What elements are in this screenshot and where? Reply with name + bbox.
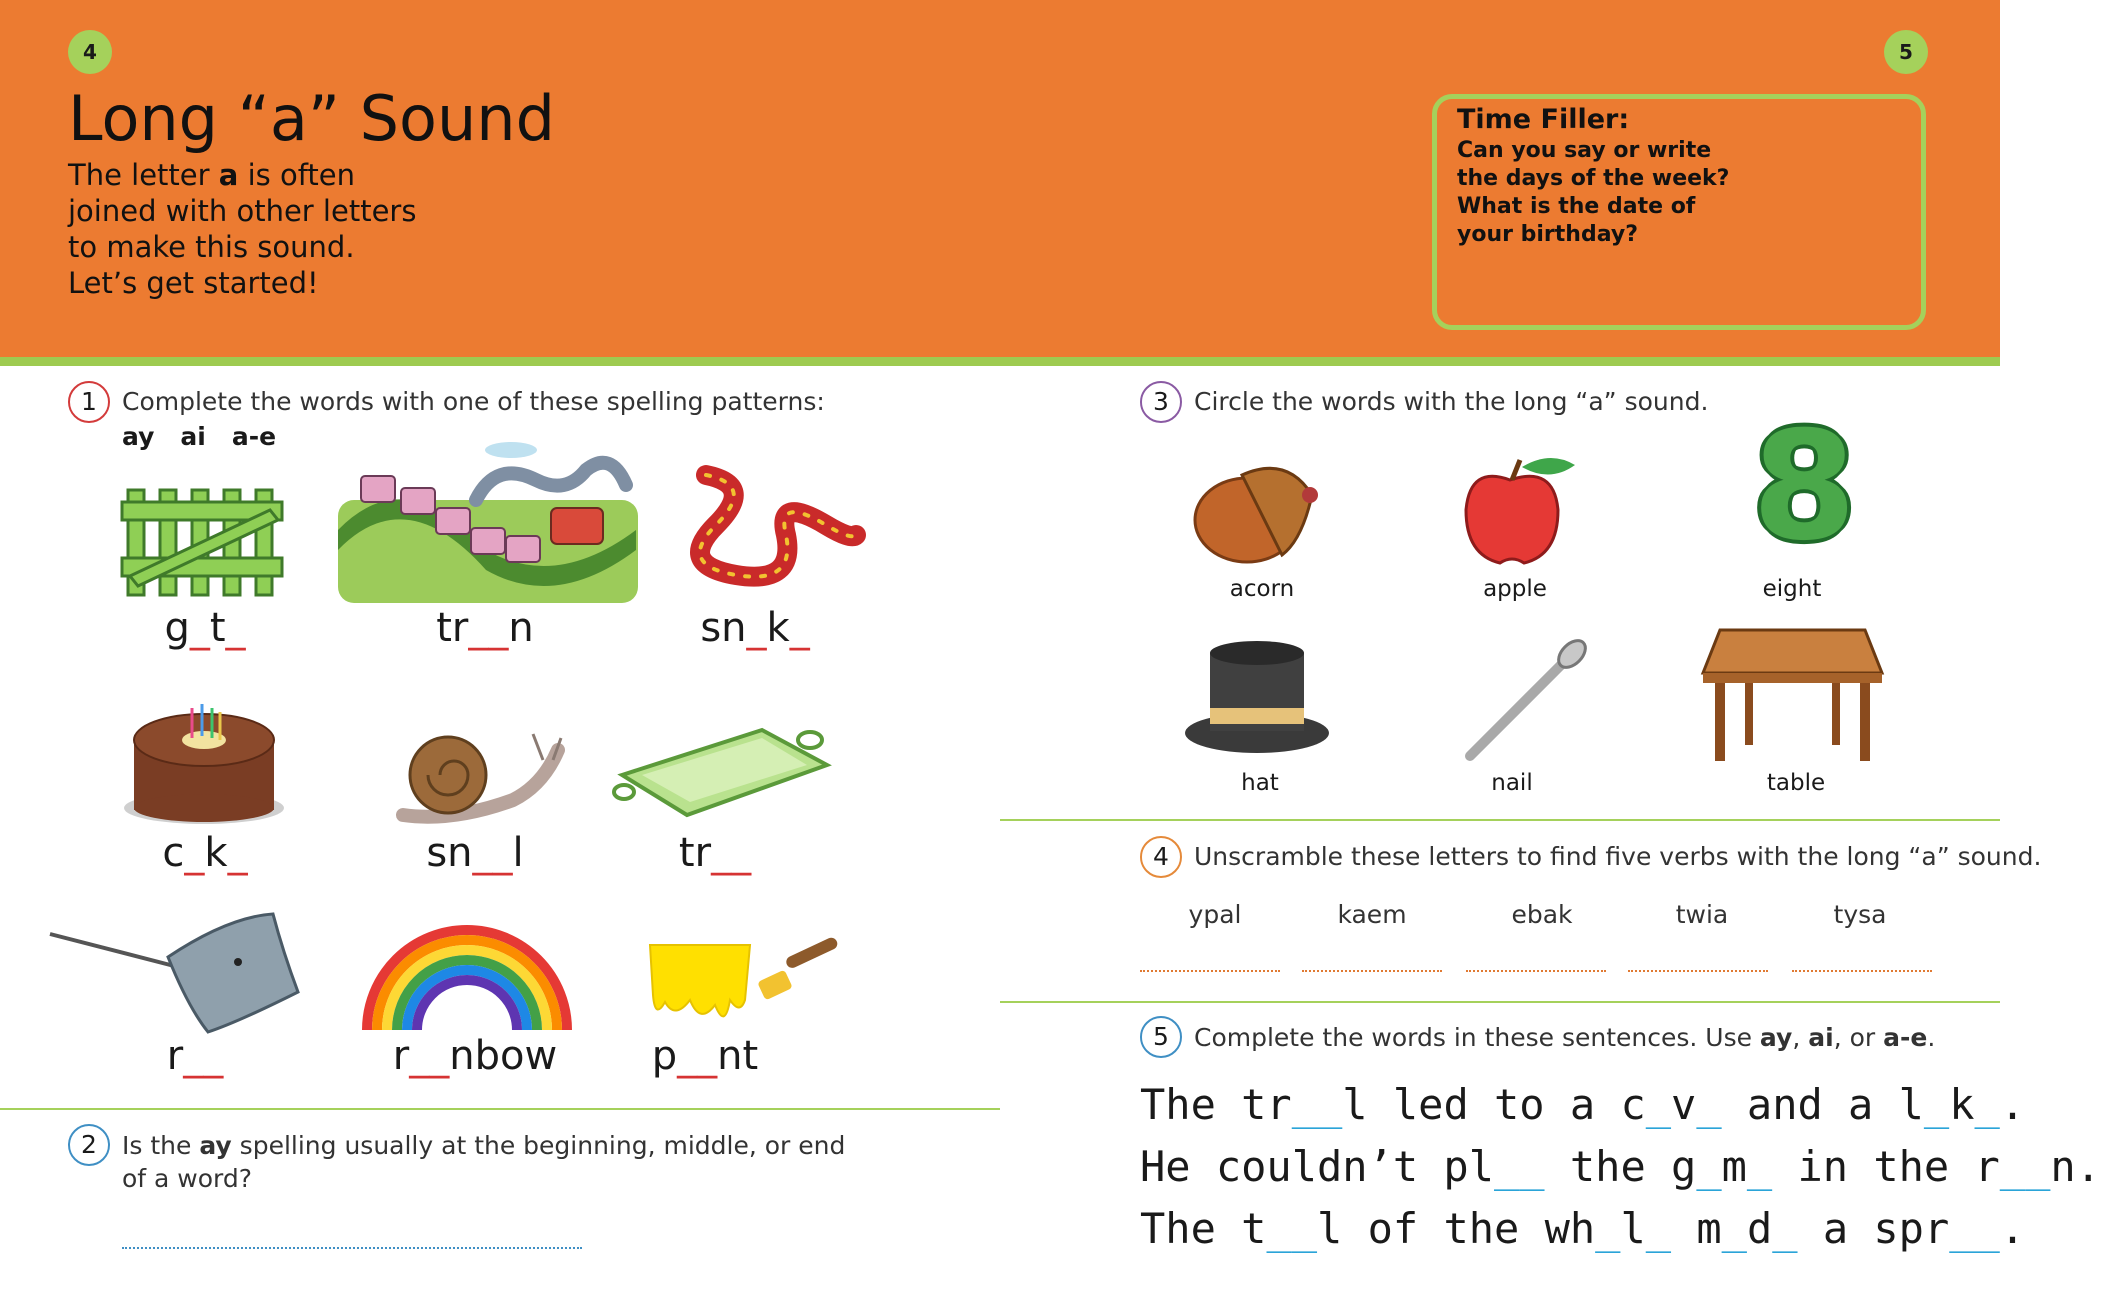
- time-filler-line: your birthday?: [1457, 222, 1638, 247]
- section-divider: [0, 1108, 1000, 1110]
- scrambled-word: tysa: [1833, 900, 1887, 929]
- label-hat: hat: [1241, 770, 1279, 796]
- word-snail: sn__l: [426, 830, 524, 876]
- section-4-number: 4: [1140, 836, 1182, 878]
- sentence-3: The t__l of the wh_l_ m_d_ a spr__.: [1140, 1204, 2026, 1253]
- section-2-question-line-2: of a word?: [122, 1164, 253, 1193]
- nail-icon: [1460, 636, 1590, 766]
- rainbow-icon: [362, 925, 572, 1033]
- word-cake: c_k_: [162, 830, 248, 876]
- acorn-icon: [1192, 455, 1322, 565]
- section-2-answer-line[interactable]: [122, 1247, 582, 1249]
- intro-line-4: Let’s get started!: [68, 266, 319, 300]
- sentence-1: The tr__l led to a c_v_ and a l_k_.: [1140, 1080, 2026, 1129]
- word-tray: tr__: [678, 830, 752, 876]
- section-divider: [1000, 1001, 2000, 1003]
- time-filler-line: What is the date of: [1457, 194, 1696, 219]
- time-filler-line: Can you say or write: [1457, 138, 1712, 163]
- answer-line[interactable]: [1628, 970, 1768, 972]
- page-title: Long “a” Sound: [68, 82, 555, 155]
- cake-icon: [122, 700, 287, 825]
- tray-icon: [612, 720, 837, 820]
- section-5-instruction: Complete the words in these sentences. Use ay, ai, or a-e.: [1194, 1023, 1936, 1052]
- intro-line-3: to make this sound.: [68, 230, 355, 264]
- answer-line[interactable]: [1140, 970, 1280, 972]
- section-2-number: 2: [68, 1124, 110, 1166]
- hat-icon: [1182, 638, 1332, 758]
- scrambled-word: ypal: [1188, 900, 1242, 929]
- snake-icon: [676, 465, 866, 600]
- label-nail: nail: [1491, 770, 1533, 796]
- sentence-2: He couldn’t pl__ the g_m_ in the r__n.: [1140, 1142, 2101, 1191]
- word-ray: r__: [166, 1033, 224, 1079]
- pattern-ai: ai: [180, 422, 206, 451]
- gate-icon: [120, 480, 290, 600]
- pattern-a-e: a-e: [231, 422, 277, 451]
- word-gate: g_t_: [164, 605, 246, 651]
- ray-icon: [48, 912, 308, 1037]
- answer-line[interactable]: [1792, 970, 1932, 972]
- word-rainbow: r__nbow: [392, 1033, 558, 1079]
- scrambled-word: twia: [1675, 900, 1729, 929]
- page-number-left: 4: [68, 30, 112, 74]
- word-train: tr__n: [436, 605, 534, 651]
- label-acorn: acorn: [1229, 576, 1295, 602]
- label-table: table: [1766, 770, 1826, 796]
- section-5-number: 5: [1140, 1016, 1182, 1058]
- answer-line[interactable]: [1466, 970, 1606, 972]
- section-divider: [1000, 819, 2000, 821]
- time-filler-line: the days of the week?: [1457, 166, 1730, 191]
- section-3-instruction: Circle the words with the long “a” sound.: [1194, 387, 1709, 416]
- snail-icon: [393, 730, 563, 825]
- intro-line-2: joined with other letters: [68, 194, 417, 228]
- section-2-question: Is the ay spelling usually at the beginning, middle, or end: [122, 1131, 846, 1160]
- label-apple: apple: [1483, 576, 1547, 602]
- section-1-number: 1: [68, 381, 110, 423]
- label-eight: eight: [1762, 576, 1822, 602]
- section-1-instruction: Complete the words with one of these spelling patterns:: [122, 387, 825, 416]
- answer-line[interactable]: [1302, 970, 1442, 972]
- intro-line-1: The letter a is often: [68, 158, 355, 192]
- spelling-patterns: [122, 422, 302, 451]
- word-paint: p__nt: [651, 1033, 759, 1079]
- table-icon: [1700, 628, 1885, 763]
- apple-icon: [1460, 455, 1580, 565]
- header-divider: [0, 357, 2000, 366]
- time-filler-title: Time Filler:: [1457, 104, 1630, 135]
- pattern-ay: ay: [122, 422, 155, 451]
- train-icon: [336, 440, 641, 605]
- paint-icon: [645, 940, 850, 1040]
- section-3-number: 3: [1140, 381, 1182, 423]
- scrambled-word: kaem: [1337, 900, 1407, 929]
- word-snake: sn_k_: [700, 605, 810, 651]
- eight-icon: 8: [1752, 400, 1857, 574]
- page-number-right: 5: [1884, 30, 1928, 74]
- scrambled-word: ebak: [1511, 900, 1573, 929]
- section-4-instruction: Unscramble these letters to find five verbs with the long “a” sound.: [1194, 842, 2042, 871]
